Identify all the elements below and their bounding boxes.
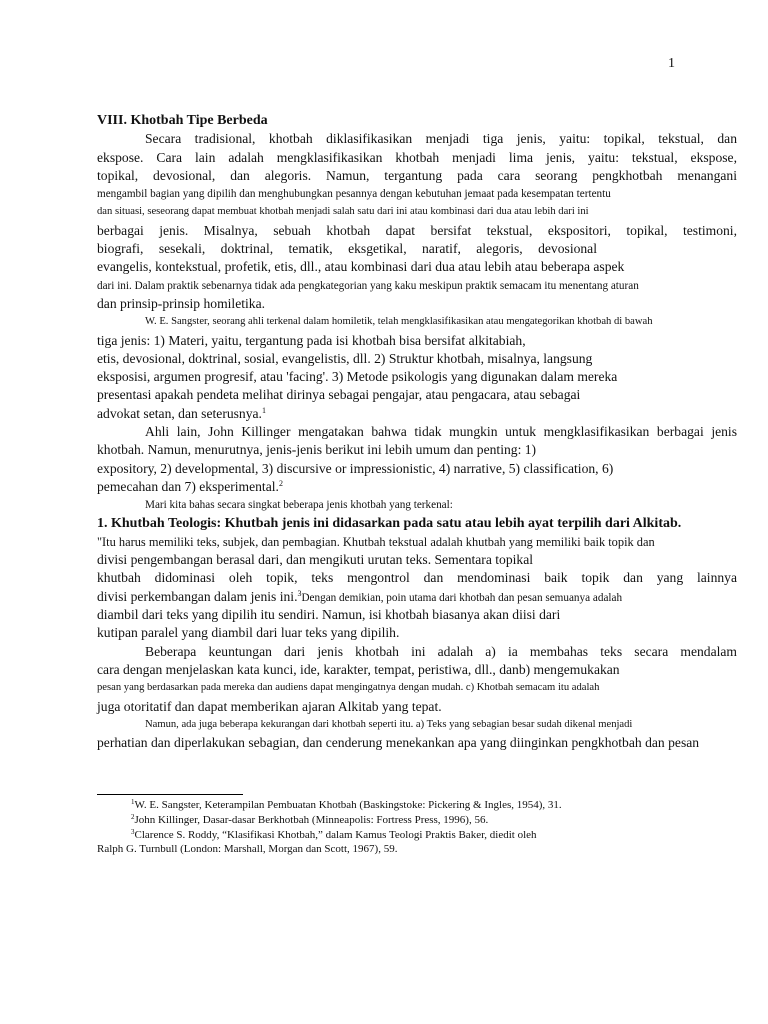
body-line: diambil dari teks yang dipilih itu sendiri. Namun, isi khotbah biasanya akan diisi dari bbox=[97, 607, 561, 623]
body-line: Secara tradisional, khotbah diklasifikasikan menjadi tiga jenis, yaitu: topikal, tekstual, dan bbox=[145, 131, 737, 147]
body-line: dan situasi, seseorang dapat membuat khotbah menjadi salah satu dari ini atau kombinasi dari dua atau lebih dari ini bbox=[97, 206, 589, 218]
body-line: dari ini. Dalam praktik sebenarnya tidak ada pengkategorian yang kaku meskipun praktik semacam itu menentang aturan bbox=[97, 279, 639, 292]
body-line: Mari kita bahas secara singkat beberapa jenis khotbah yang terkenal: bbox=[145, 499, 453, 512]
footnote-ref-1: 1 bbox=[261, 405, 266, 415]
body-line bbox=[97, 405, 737, 423]
page-number: 1 bbox=[668, 56, 675, 71]
body-line: cara dengan menjelaskan kata kunci, ide, karakter, tempat, peristiwa, dll., danb) mengemukakan bbox=[97, 661, 620, 677]
body-line: topikal, devosional, dan alegoris. Namun, tergantung pada cara seorang pengkhotbah menangani bbox=[97, 167, 737, 183]
body-line: etis, devosional, doktrinal, sosial, evangelistis, dll. 2) Struktur khotbah, misalnya, langsung bbox=[97, 350, 593, 366]
body-line: evangelis, kontekstual, profetik, etis, dll., atau kombinasi dari dua atau lebih atau beberapa aspek bbox=[97, 259, 625, 275]
body-line-text: pemecahan dan 7) eksperimental. bbox=[97, 478, 279, 494]
subheading-theological: 1. Khutbah Teologis: Khutbah jenis ini didasarkan pada satu atau lebih ayat terpilih dari Alkitab. bbox=[97, 515, 682, 531]
footnote-text: John Killinger, Dasar-dasar Berkhotbah (Minneapolis: Fortress Press, 1996), 56. bbox=[134, 813, 489, 826]
footnote-ref-2: 2 bbox=[278, 478, 283, 488]
body-line: pesan yang berdasarkan pada mereka dan audiens dapat mengingatnya dengan mudah. c) Khotbah semacam itu adalah bbox=[97, 682, 600, 694]
body-line-text: advokat setan, dan seterusnya. bbox=[97, 405, 262, 421]
footnote-text: Clarence S. Roddy, “Klasifikasi Khotbah,” dalam Kamus Teologi Praktis Baker, diedit oleh bbox=[134, 828, 537, 841]
body-line: Ahli lain, John Killinger mengatakan bahwa tidak mungkin untuk mengklasifikasikan berbagai jenis bbox=[145, 424, 737, 440]
body-line: Beberapa keuntungan dari jenis khotbah ini adalah a) ia membahas teks secara mendalam bbox=[145, 643, 737, 659]
footnotes bbox=[97, 798, 737, 857]
footnote-3-continued: Ralph G. Turnbull (London: Marshall, Morgan dan Scott, 1967), 59. bbox=[97, 843, 398, 856]
body-line: berbagai jenis. Misalnya, sebuah khotbah dapat bersifat tekstual, ekspositori, topikal, testimoni, bbox=[97, 222, 737, 238]
body-line: Namun, ada juga beberapa kekurangan dari khotbah seperti itu. a) Teks yang sebagian besar sudah dikenal menjadi bbox=[145, 718, 633, 730]
body-line: tiga jenis: 1) Materi, yaitu, tergantung pada isi khotbah bisa bersifat alkitabiah, bbox=[97, 332, 526, 348]
body-line: divisi pengembangan berasal dari, dan mengikuti urutan teks. Sementara topikal bbox=[97, 552, 534, 568]
body-line-text: Dengan demikian, poin utama dari khotbah dan pesan semuanya adalah bbox=[301, 591, 623, 604]
body-line: perhatian dan diperlakukan sebagian, dan cenderung menekankan apa yang diinginkan pengkhotbah dan pesan bbox=[97, 735, 700, 751]
body-line bbox=[97, 478, 737, 496]
body-line-text: divisi perkembangan dalam jenis ini. bbox=[97, 588, 298, 604]
body-line: "Itu harus memiliki teks, subjek, dan pembagian. Khutbah tekstual adalah khutbah yang memiliki baik topik dan bbox=[97, 534, 655, 549]
body-line: khutbah didominasi oleh topik, teks mengontrol dan mendominasi baik topik dan yang lainnya bbox=[97, 570, 737, 586]
footnote-separator bbox=[97, 794, 243, 795]
footnote-ref-3: 3 bbox=[297, 588, 302, 598]
body-line: juga otoritatif dan dapat memberikan ajaran Alkitab yang tepat. bbox=[97, 698, 442, 714]
body-line: biografi, sesekali, doktrinal, tematik, eksgetikal, naratif, alegoris, devosional bbox=[97, 241, 597, 257]
footnote-3 bbox=[97, 828, 737, 843]
footnote-mark: 1 bbox=[131, 798, 135, 806]
body-line: kutipan paralel yang diambil dari luar teks yang dipilih. bbox=[97, 625, 400, 641]
body-line: dan prinsip-prinsip homiletika. bbox=[97, 295, 266, 311]
body-line: expository, 2) developmental, 3) discursive or impressionistic, 4) narrative, 5) classification, 6) bbox=[97, 460, 614, 476]
body-line: W. E. Sangster, seorang ahli terkenal dalam homiletik, telah mengklasifikasikan atau mengategorikan khotbah di bawah bbox=[145, 316, 653, 328]
body-line bbox=[97, 588, 737, 606]
footnote-mark: 3 bbox=[131, 827, 135, 836]
footnote-text: W. E. Sangster, Keterampilan Pembuatan Khotbah (Baskingstoke: Pickering & Ingles, 1954), 31. bbox=[134, 799, 562, 811]
footnote-mark: 2 bbox=[131, 812, 135, 821]
body-line: khotbah. Namun, menurutnya, jenis-jenis berikut ini lebih umum dan penting: 1) bbox=[97, 442, 537, 458]
body-line: mengambil bagian yang dipilih dan menghubungkan pesannya dengan kebutuhan jemaat pada kesempatan tertentu bbox=[97, 188, 611, 201]
body-line: eksposisi, argumen progresif, atau 'facing'. 3) Metode psikologis yang digunakan dalam mereka bbox=[97, 369, 618, 385]
section-heading: VIII. Khotbah Tipe Berbeda bbox=[97, 113, 268, 128]
footnote-1 bbox=[97, 798, 737, 813]
footnote-2 bbox=[97, 813, 737, 828]
document-body bbox=[97, 112, 737, 752]
body-line: ekspose. Cara lain adalah mengklasifikasikan khotbah menjadi lima jenis, yaitu: tekstual, ekspose, bbox=[97, 149, 737, 165]
body-line: presentasi apakah pendeta melihat dirinya sebagai pengajar, atau pengacara, atau sebagai bbox=[97, 387, 581, 403]
